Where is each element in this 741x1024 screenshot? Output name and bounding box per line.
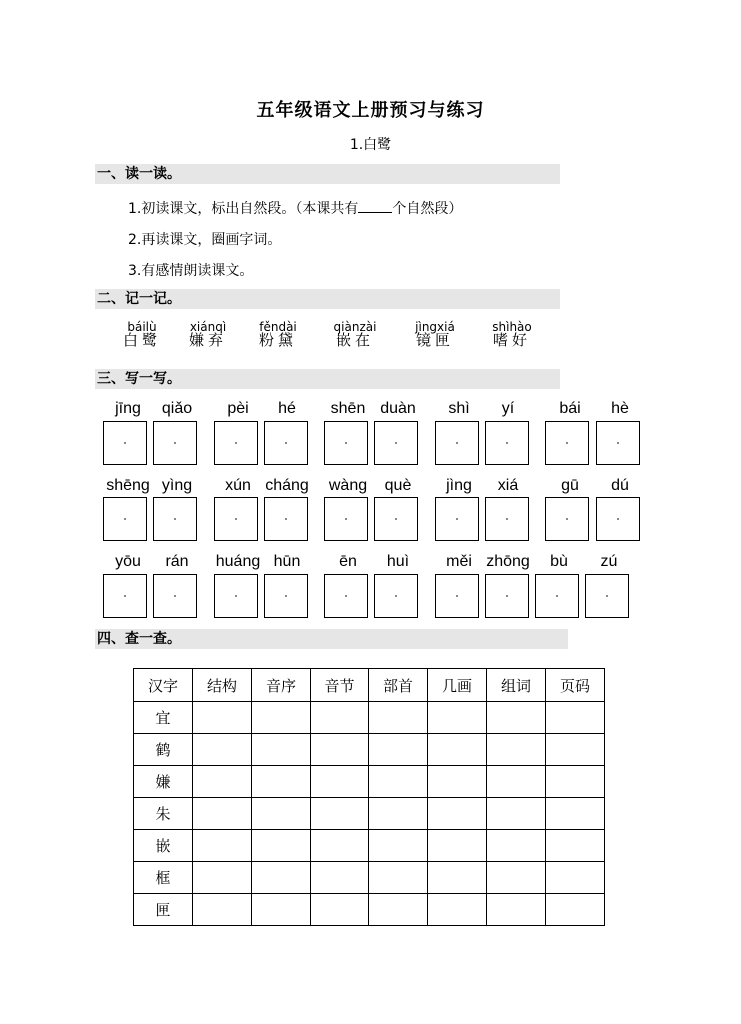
vocab-word bbox=[114, 321, 170, 348]
table-row bbox=[134, 830, 605, 862]
column-header: 页码 bbox=[546, 669, 605, 702]
vocab-hanzi: 嵌在 bbox=[335, 331, 374, 349]
pinyin-label: ēn bbox=[339, 553, 357, 570]
blank-cell[interactable] bbox=[311, 862, 369, 894]
writing-box[interactable] bbox=[214, 421, 258, 465]
blank-cell[interactable] bbox=[193, 894, 252, 926]
character-cell: 嫌 bbox=[134, 766, 193, 798]
item-1-text-before: 1.初读课文，标出自然段。（本课共有 bbox=[128, 201, 359, 217]
blank-cell[interactable] bbox=[487, 766, 546, 798]
blank-cell[interactable] bbox=[311, 702, 369, 734]
blank-cell[interactable] bbox=[252, 798, 311, 830]
column-header: 汉字 bbox=[134, 669, 193, 702]
blank-cell[interactable] bbox=[428, 862, 487, 894]
dictionary-lookup-table bbox=[133, 668, 605, 926]
pinyin-label: qiǎo bbox=[161, 400, 193, 417]
vocab-pinyin: qiànzài bbox=[333, 320, 377, 334]
blank-cell[interactable] bbox=[546, 894, 605, 926]
blank-cell[interactable] bbox=[193, 734, 252, 766]
blank-cell[interactable] bbox=[428, 734, 487, 766]
character-cell: 框 bbox=[134, 862, 193, 894]
vocab-hanzi: 嗜好 bbox=[492, 331, 531, 349]
vocab-pinyin: fěndài bbox=[259, 320, 297, 334]
vocab-hanzi: 嫌弃 bbox=[188, 331, 227, 349]
writing-box[interactable] bbox=[545, 421, 589, 465]
blank-cell[interactable] bbox=[487, 734, 546, 766]
writing-box[interactable] bbox=[264, 497, 308, 541]
writing-box[interactable] bbox=[153, 421, 197, 465]
column-header: 音序 bbox=[252, 669, 311, 702]
pinyin-label: zhōng bbox=[486, 553, 530, 570]
character-cell: 宜 bbox=[134, 702, 193, 734]
writing-box[interactable] bbox=[324, 574, 368, 618]
pinyin-label: shēng bbox=[106, 477, 150, 494]
section-1-heading: 一、读一读。 bbox=[95, 164, 560, 184]
table-row bbox=[134, 798, 605, 830]
pinyin-label: què bbox=[384, 477, 412, 494]
writing-box[interactable] bbox=[264, 421, 308, 465]
vocab-pinyin: báilù bbox=[127, 320, 157, 334]
pinyin-label: yōu bbox=[115, 553, 141, 570]
pinyin-label: rán bbox=[165, 553, 189, 570]
writing-box[interactable] bbox=[153, 574, 197, 618]
section-2-heading: 二、记一记。 bbox=[95, 289, 560, 309]
pinyin-label: zú bbox=[600, 553, 618, 570]
vocab-pinyin: jìngxiá bbox=[415, 320, 455, 334]
lesson-title: 1.白鹭 bbox=[349, 137, 392, 153]
writing-box[interactable] bbox=[214, 574, 258, 618]
blank-cell[interactable] bbox=[546, 702, 605, 734]
blank-cell[interactable] bbox=[252, 830, 311, 862]
blank-cell[interactable] bbox=[252, 894, 311, 926]
pinyin-label: xiá bbox=[497, 477, 519, 494]
character-cell: 鹤 bbox=[134, 734, 193, 766]
writing-box[interactable] bbox=[435, 421, 479, 465]
vocab-pinyin: xiánqì bbox=[189, 320, 227, 334]
blank-cell[interactable] bbox=[369, 830, 428, 862]
section-3-heading: 三、写一写。 bbox=[95, 369, 560, 389]
writing-box[interactable] bbox=[324, 497, 368, 541]
blank-cell[interactable] bbox=[546, 830, 605, 862]
blank-cell[interactable] bbox=[193, 702, 252, 734]
pinyin-label: dú bbox=[611, 477, 629, 494]
vocab-pinyin: shìhào bbox=[492, 320, 532, 334]
pinyin-label: měi bbox=[446, 553, 472, 570]
writing-box[interactable] bbox=[485, 421, 529, 465]
writing-box[interactable] bbox=[435, 497, 479, 541]
vocab-word bbox=[180, 321, 236, 348]
blank-cell[interactable] bbox=[487, 894, 546, 926]
writing-box[interactable] bbox=[103, 574, 147, 618]
section-1-item-2: 2.再读课文，圈画字词。 bbox=[128, 232, 282, 248]
writing-box[interactable] bbox=[324, 421, 368, 465]
column-header: 组词 bbox=[487, 669, 546, 702]
column-header: 几画 bbox=[428, 669, 487, 702]
vocab-hanzi: 粉黛 bbox=[258, 331, 297, 349]
blank-cell[interactable] bbox=[369, 766, 428, 798]
writing-box[interactable] bbox=[485, 497, 529, 541]
writing-box[interactable] bbox=[435, 574, 479, 618]
vocab-hanzi: 镜匣 bbox=[415, 331, 454, 349]
blank-cell[interactable] bbox=[546, 734, 605, 766]
pinyin-label: shēn bbox=[330, 400, 366, 417]
vocab-word bbox=[483, 321, 541, 348]
blank-cell[interactable] bbox=[546, 862, 605, 894]
blank-cell[interactable] bbox=[252, 702, 311, 734]
writing-box[interactable] bbox=[214, 497, 258, 541]
blank-cell[interactable] bbox=[311, 830, 369, 862]
blank-cell[interactable] bbox=[428, 894, 487, 926]
vocab-word bbox=[324, 321, 386, 348]
blank-cell[interactable] bbox=[487, 830, 546, 862]
blank-cell[interactable] bbox=[252, 862, 311, 894]
writing-box[interactable] bbox=[545, 497, 589, 541]
blank-cell[interactable] bbox=[311, 894, 369, 926]
writing-box[interactable] bbox=[535, 574, 579, 618]
blank-cell[interactable] bbox=[311, 734, 369, 766]
writing-box[interactable] bbox=[264, 574, 308, 618]
blank-cell[interactable] bbox=[311, 766, 369, 798]
blank-cell[interactable] bbox=[369, 702, 428, 734]
pinyin-label: hé bbox=[278, 400, 296, 417]
paragraph-count-blank[interactable] bbox=[358, 198, 392, 213]
pinyin-label: xún bbox=[225, 477, 251, 494]
pinyin-label: cháng bbox=[265, 477, 309, 494]
table-header-row bbox=[134, 669, 605, 702]
pinyin-label: wàng bbox=[328, 477, 368, 494]
pinyin-label: shì bbox=[448, 400, 470, 417]
blank-cell[interactable] bbox=[369, 798, 428, 830]
blank-cell[interactable] bbox=[487, 798, 546, 830]
pinyin-label: yí bbox=[501, 400, 515, 417]
vocab-word bbox=[250, 321, 306, 348]
pinyin-label: jīng bbox=[115, 400, 141, 417]
pinyin-label: duàn bbox=[380, 400, 416, 417]
blank-cell[interactable] bbox=[428, 830, 487, 862]
blank-cell[interactable] bbox=[193, 830, 252, 862]
section-1-item-1 bbox=[128, 198, 462, 218]
vocab-word bbox=[404, 321, 466, 348]
table-row bbox=[134, 862, 605, 894]
section-4-heading: 四、查一查。 bbox=[95, 629, 568, 649]
blank-cell[interactable] bbox=[369, 734, 428, 766]
page-title: 五年级语文上册预习与练习 bbox=[256, 100, 485, 121]
writing-box[interactable] bbox=[374, 497, 418, 541]
pinyin-label: huì bbox=[386, 553, 410, 570]
writing-box[interactable] bbox=[596, 497, 640, 541]
pinyin-label: gū bbox=[561, 477, 579, 494]
pinyin-label: jìng bbox=[446, 477, 472, 494]
writing-box[interactable] bbox=[103, 421, 147, 465]
blank-cell[interactable] bbox=[252, 766, 311, 798]
blank-cell[interactable] bbox=[487, 702, 546, 734]
blank-cell[interactable] bbox=[428, 702, 487, 734]
table-row bbox=[134, 734, 605, 766]
pinyin-label: hūn bbox=[273, 553, 301, 570]
blank-cell[interactable] bbox=[193, 862, 252, 894]
writing-box[interactable] bbox=[585, 574, 629, 618]
pinyin-label: bù bbox=[550, 553, 568, 570]
blank-cell[interactable] bbox=[311, 798, 369, 830]
blank-cell[interactable] bbox=[487, 862, 546, 894]
writing-box[interactable] bbox=[374, 421, 418, 465]
writing-box[interactable] bbox=[153, 497, 197, 541]
pinyin-label: pèi bbox=[227, 400, 249, 417]
blank-cell[interactable] bbox=[546, 798, 605, 830]
vocab-hanzi: 白鹭 bbox=[122, 331, 161, 349]
blank-cell[interactable] bbox=[252, 734, 311, 766]
table-row bbox=[134, 766, 605, 798]
blank-cell[interactable] bbox=[193, 798, 252, 830]
writing-box[interactable] bbox=[374, 574, 418, 618]
section-1-item-3: 3.有感情朗读课文。 bbox=[128, 263, 254, 279]
blank-cell[interactable] bbox=[428, 798, 487, 830]
blank-cell[interactable] bbox=[428, 766, 487, 798]
writing-box[interactable] bbox=[596, 421, 640, 465]
table-row bbox=[134, 894, 605, 926]
pinyin-label: yìng bbox=[161, 477, 193, 494]
blank-cell[interactable] bbox=[193, 766, 252, 798]
character-cell: 匣 bbox=[134, 894, 193, 926]
pinyin-label: bái bbox=[559, 400, 581, 417]
blank-cell[interactable] bbox=[546, 766, 605, 798]
item-1-text-after: 个自然段） bbox=[392, 201, 463, 217]
pinyin-label: hè bbox=[611, 400, 629, 417]
table-row bbox=[134, 702, 605, 734]
character-cell: 嵌 bbox=[134, 830, 193, 862]
pinyin-label: huáng bbox=[215, 553, 261, 570]
blank-cell[interactable] bbox=[369, 894, 428, 926]
blank-cell[interactable] bbox=[369, 862, 428, 894]
character-cell: 朱 bbox=[134, 798, 193, 830]
column-header: 结构 bbox=[193, 669, 252, 702]
writing-box[interactable] bbox=[103, 497, 147, 541]
column-header: 部首 bbox=[369, 669, 428, 702]
writing-box[interactable] bbox=[485, 574, 529, 618]
column-header: 音节 bbox=[311, 669, 369, 702]
